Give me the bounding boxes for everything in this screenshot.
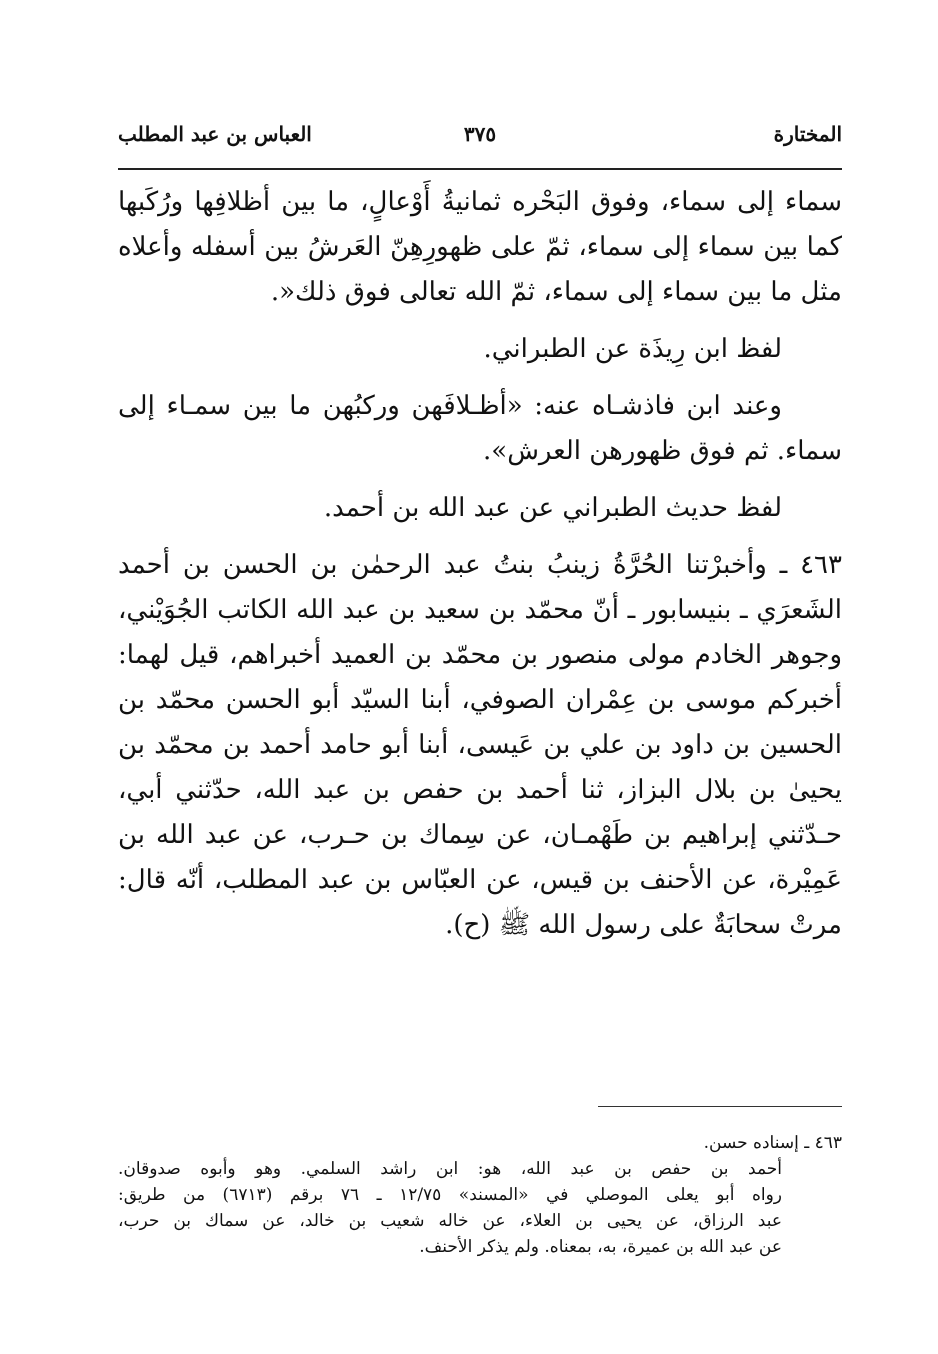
text-line: مرتْ سحابَةٌ على رسول الله ﷺ (ح). xyxy=(445,910,842,940)
text-line: كما بين سماء إلى سماء، ثمّ على ظهورِهِنّ العَرشُ بين أسفله وأعلاه xyxy=(118,232,842,262)
text-line: أخبركم موسى بن عِمْران الصوفي، أبنا السيّد أبو الحسن محمّد بن xyxy=(118,685,842,715)
footnote-line: رواه أبو يعلى الموصلي في «المسند» ١٢/٧٥ ـ ٧٦ برقم (٦٧١٣) من طريق: xyxy=(118,1185,782,1205)
page-header xyxy=(118,122,842,162)
text-line: الشَعرَي ـ بنيسابور ـ أنّ محمّد بن سعيد بن عبد الله الكاتب الجُوَيْني، xyxy=(118,595,842,625)
chapter-title: العباس بن عبد المطلب xyxy=(118,122,312,146)
text-line: وعند ابن فاذشـاه عنه: «أظـلافَهن وركبُهن ما بين سمـاء إلى xyxy=(118,391,782,421)
header-divider xyxy=(118,168,842,170)
hadith-number-line: ٤٦٣ ـ وأخبرْتنا الحُرَّةُ زينبُ بنتُ عبد الرحمٰن بن الحسن بن أحمد xyxy=(118,550,842,580)
book-title: المختارة xyxy=(773,122,842,146)
text-line: لفظ ابن رِيذَة عن الطبراني. xyxy=(483,334,782,364)
footnote-line: ٤٦٣ ـ إسناده حسن. xyxy=(703,1133,842,1153)
footnote-line: عن عبد الله بن عميرة، به، بمعناه. ولم يذكر الأحنف. xyxy=(419,1237,782,1257)
main-text xyxy=(118,180,842,948)
text-line: حـدّثني إبراهيم بن طَهْمـان، عن سِماك بن حـرب، عن عبد الله بن xyxy=(118,820,842,850)
text-line: مثل ما بين سماء إلى سماء، ثمّ الله تعالى فوق ذلك«. xyxy=(270,277,842,307)
footnote-line: أحمد بن حفص بن عبد الله، هو: ابن راشد السلمي. وهو وأبوه صدوقان. xyxy=(118,1159,782,1179)
text-line: عَمِيْرة، عن الأحنف بن قيس، عن العبّاس بن عبد المطلب، أنّه قال: xyxy=(118,865,842,895)
footnote-divider xyxy=(598,1106,842,1107)
page-number: ٣٧٥ xyxy=(463,122,497,146)
text-line: سماء. ثم فوق ظهورهن العرش». xyxy=(483,436,842,466)
text-line: يحيىٰ بن بلال البزاز، ثنا أحمد بن حفص بن عبد الله، حدّثني أبي، xyxy=(118,775,842,805)
footnote-line: عبد الرزاق، عن يحيى بن العلاء، عن خاله شعيب بن خالد، عن سماك بن حرب، xyxy=(118,1211,782,1231)
text-line: وجوهر الخادم مولى منصور بن محمّد بن العميد أخبراهم، قيل لهما: xyxy=(118,640,842,670)
text-line: الحسين بن داود بن علي بن عَيسى، أبنا أبو حامد أحمد بن محمّد بن xyxy=(118,730,842,760)
text-line: سماء إلى سماء، وفوق البَحْره ثمانيةُ أَوْعالٍ، ما بين أظلافِها ورُكَبها xyxy=(118,187,842,217)
text-line: لفظ حديث الطبراني عن عبد الله بن أحمد. xyxy=(323,493,782,523)
footnotes xyxy=(118,1130,842,1260)
